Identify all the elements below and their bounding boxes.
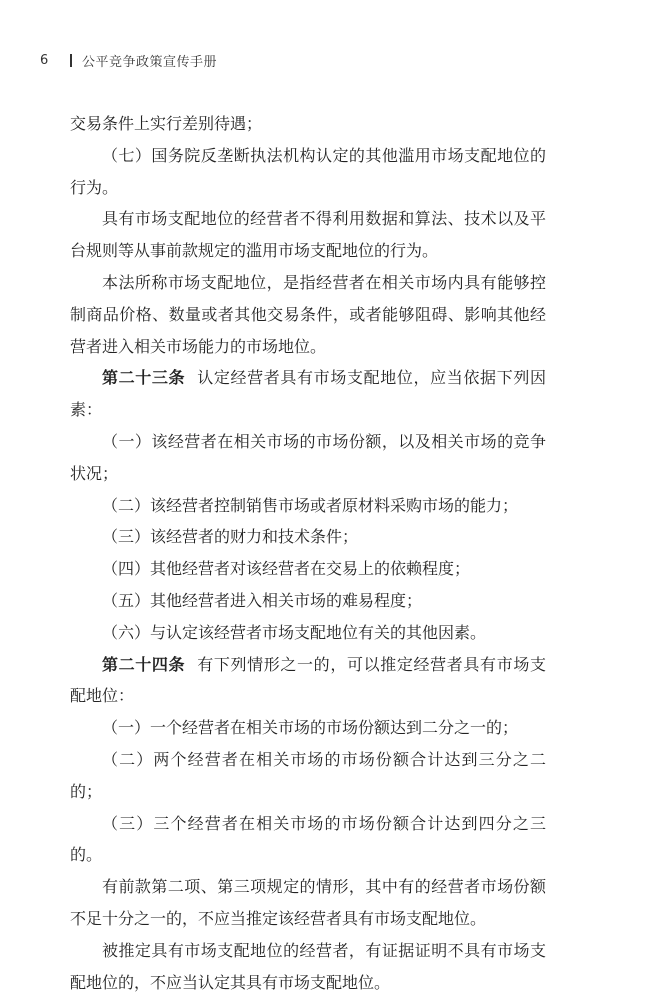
- body-text: [70, 108, 546, 998]
- article-24: [70, 649, 546, 713]
- page-number: 6: [40, 52, 49, 68]
- list-item: （六）与认定该经营者市场支配地位有关的其他因素。: [102, 622, 487, 642]
- list-item: （一）该经营者在相关市场的市场份额，以及相关市场的竞争状况；: [70, 431, 546, 483]
- article-heading: 第二十三条: [102, 368, 186, 388]
- list-item: （一）一个经营者在相关市场的市场份额达到二分之一的；: [102, 718, 519, 738]
- article-text: 认定经营者具有市场支配地位，应当依据下列因素：: [70, 368, 546, 420]
- paragraph: 被推定具有市场支配地位的经营者，有证据证明不具有市场支配地位的，不应当认定其具有市场支配地位。: [70, 940, 546, 992]
- paragraph: 交易条件上实行差别待遇；: [70, 114, 263, 133]
- paragraph: 有前款第二项、第三项规定的情形，其中有的经营者市场份额不足十分之一的，不应当推定该经营者具有市场支配地位。: [70, 877, 546, 928]
- page-header: [40, 50, 217, 70]
- header-divider: [70, 54, 72, 67]
- paragraph: 本法所称市场支配地位，是指经营者在相关市场内具有能够控制商品价格、数量或者其他交易条件，或者能够阻碍、影响其他经营者进入相关市场能力的市场地位。: [70, 272, 546, 356]
- article-23: [70, 362, 546, 426]
- list-item: （四）其他经营者对该经营者在交易上的依赖程度；: [102, 559, 471, 579]
- paragraph: （七）国务院反垄断执法机构认定的其他滥用市场支配地位的行为。: [70, 145, 546, 197]
- article-heading: 第二十四条: [102, 654, 186, 674]
- list-item: （三）三个经营者在相关市场的市场份额合计达到四分之三的。: [70, 813, 546, 865]
- list-item: （三）该经营者的财力和技术条件；: [102, 527, 359, 547]
- list-item: （二）该经营者控制销售市场或者原材料采购市场的能力；: [102, 495, 519, 515]
- paragraph: 具有市场支配地位的经营者不得利用数据和算法、技术以及平台规则等从事前款规定的滥用市场支配地位的行为。: [70, 209, 546, 261]
- article-text: 有下列情形之一的，可以推定经营者具有市场支配地位：: [70, 654, 546, 706]
- running-title: 公平竞争政策宣传手册: [82, 54, 218, 70]
- list-item: （二）两个经营者在相关市场的市场份额合计达到三分之二的；: [70, 749, 546, 801]
- list-item: （五）其他经营者进入相关市场的难易程度；: [102, 590, 423, 610]
